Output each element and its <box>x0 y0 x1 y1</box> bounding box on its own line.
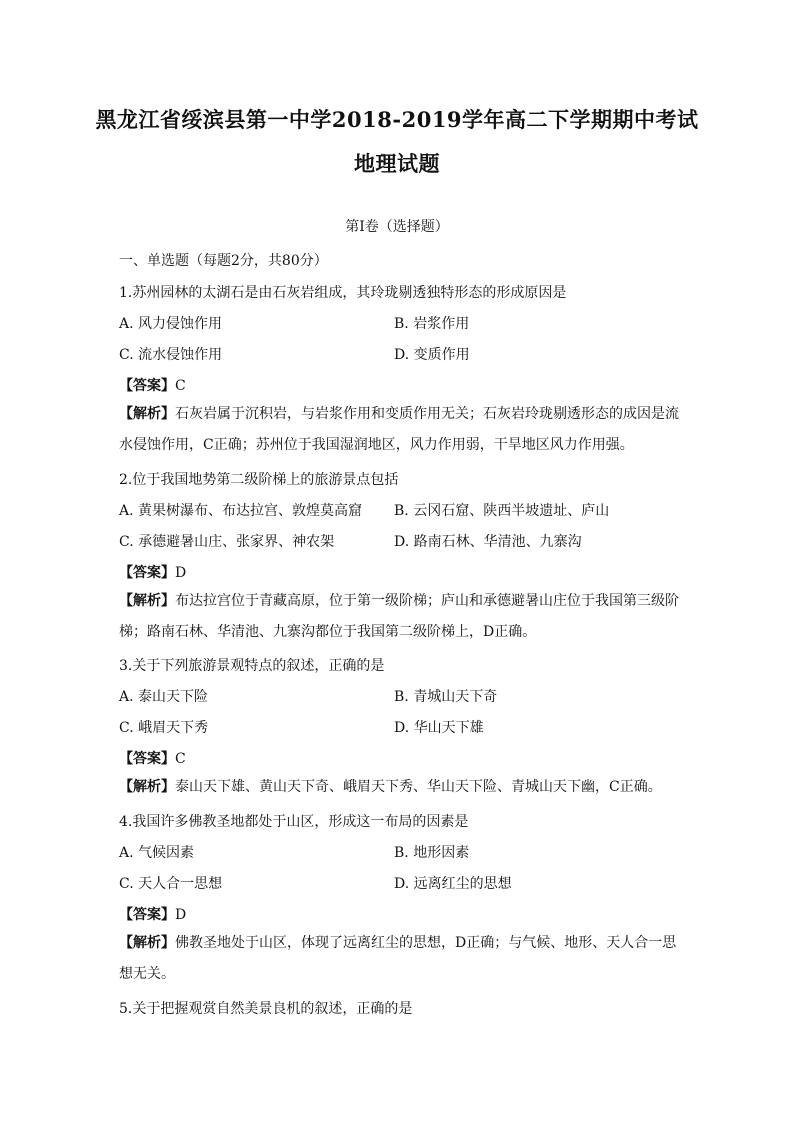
analysis-text: 布达拉宫位于青藏高原，位于第一级阶梯；庐山和承德避暑山庄位于我国第三级阶梯；路南石林、华清池、九寨沟都位于我国第二级阶梯上，D正确。 <box>119 593 679 640</box>
question-option: B. 青城山天下奇 <box>394 689 498 705</box>
question-option: B. 地形因素 <box>394 845 470 861</box>
analysis-paragraph <box>119 772 679 803</box>
question-stem: 2.位于我国地势第二级阶梯上的旅游景点包括 <box>119 472 399 488</box>
question-option: A. 黄果树瀑布、布达拉宫、敦煌莫高窟 <box>119 503 363 519</box>
answer-tag: 【答案】 <box>119 378 175 394</box>
question-option: A. 风力侵蚀作用 <box>119 316 223 332</box>
answer-value: C <box>175 751 186 767</box>
analysis-paragraph <box>119 928 679 990</box>
answer-line <box>119 748 186 768</box>
analysis-tag: 【解析】 <box>119 406 175 422</box>
answer-line <box>119 375 186 395</box>
question-option: D. 路南石林、华清池、九寨沟 <box>394 534 582 550</box>
answer-tag: 【答案】 <box>119 751 175 767</box>
question-stem: 1.苏州园林的太湖石是由石灰岩组成，其玲珑剔透独特形态的形成原因是 <box>119 285 567 301</box>
analysis-text: 石灰岩属于沉积岩，与岩浆作用和变质作用无关；石灰岩玲珑剔透形态的成因是流水侵蚀作用，C正确；苏州位于我国湿润地区，风力作用弱，干旱地区风力作用强。 <box>119 406 679 453</box>
page-title: 黑龙江省绥滨县第一中学2018-2019学年高二下学期期中考试 <box>95 107 699 132</box>
question-option: B. 岩浆作用 <box>394 316 470 332</box>
question-option: D. 华山天下雄 <box>394 720 484 736</box>
analysis-tag: 【解析】 <box>119 779 175 795</box>
answer-value: D <box>175 907 187 923</box>
question-option: A. 气候因素 <box>119 845 195 861</box>
answer-line <box>119 562 186 582</box>
answer-value: D <box>175 565 187 581</box>
analysis-tag: 【解析】 <box>119 935 175 951</box>
analysis-paragraph <box>119 586 679 648</box>
question-option: C. 流水侵蚀作用 <box>119 347 223 363</box>
analysis-text: 佛教圣地处于山区，体现了远离红尘的思想，D正确；与气候、地形、天人合一思想无关。 <box>119 935 677 982</box>
question-stem: 5.关于把握观赏自然美景良机的叙述，正确的是 <box>119 1001 413 1017</box>
analysis-paragraph <box>119 399 679 461</box>
page-subtitle: 地理试题 <box>354 151 440 176</box>
question-option: C. 承德避暑山庄、张家界、神农架 <box>119 534 335 550</box>
question-stem: 3.关于下列旅游景观特点的叙述，正确的是 <box>119 658 385 674</box>
question-option: B. 云冈石窟、陕西半坡遗址、庐山 <box>394 503 610 519</box>
part-heading: 一、单选题（每题2分，共80分） <box>119 253 328 269</box>
analysis-text: 泰山天下雄、黄山天下奇、峨眉天下秀、华山天下险、青城山天下幽，C正确。 <box>175 779 662 795</box>
question-option: C. 天人合一思想 <box>119 876 223 892</box>
answer-tag: 【答案】 <box>119 565 175 581</box>
question-stem: 4.我国许多佛教圣地都处于山区，形成这一布局的因素是 <box>119 814 469 830</box>
question-option: C. 峨眉天下秀 <box>119 720 209 736</box>
answer-line <box>119 904 186 924</box>
analysis-tag: 【解析】 <box>119 593 175 609</box>
section-heading: 第I卷（选择题） <box>345 219 449 235</box>
question-option: D. 远离红尘的思想 <box>394 876 512 892</box>
question-option: A. 泰山天下险 <box>119 689 209 705</box>
answer-value: C <box>175 378 186 394</box>
answer-tag: 【答案】 <box>119 907 175 923</box>
question-option: D. 变质作用 <box>394 347 470 363</box>
